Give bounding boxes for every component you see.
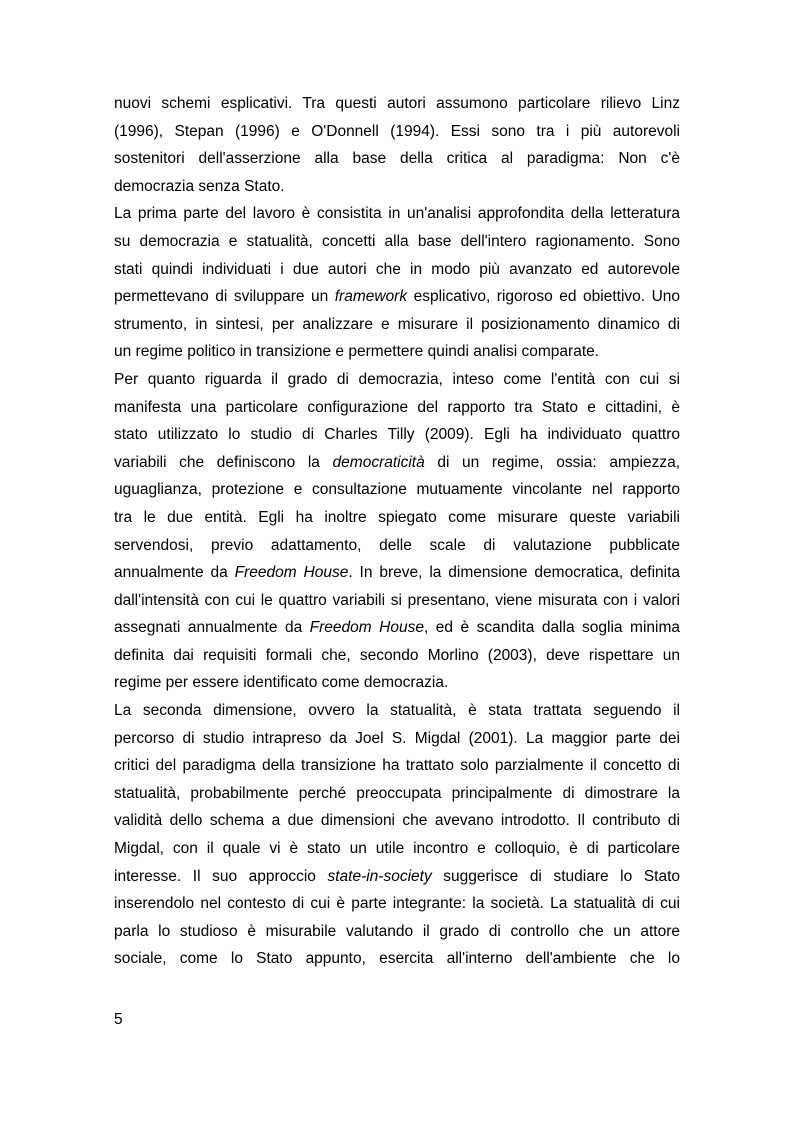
text-segment: democrazia senza Stato. [114, 177, 285, 195]
text-line [114, 863, 680, 891]
text-line [114, 918, 680, 946]
text-line [114, 780, 680, 808]
text-segment: interesse. Il suo approccio [114, 867, 328, 885]
text-segment: Migdal, con il quale vi è stato un utile incontro e colloquio, è di particolare [114, 840, 680, 858]
page-number: 5 [114, 1011, 123, 1028]
text-segment: La prima parte del lavoro è consistita in un'analisi approfondita della letteratura [114, 205, 680, 223]
text-line [114, 725, 680, 753]
text-segment: . In breve, la dimensione democratica, definita [348, 564, 681, 582]
text-line [114, 890, 680, 918]
text-segment: uguaglianza, protezione e consultazione mutuamente vincolante nel rapporto [114, 481, 680, 499]
text-segment: su democrazia e statualità, concetti alla base dell'intero ragionamento. Sono [114, 232, 680, 250]
text-line [114, 283, 680, 311]
text-segment: tra le due entità. Egli ha inoltre spiegato come misurare queste variabili [114, 508, 680, 526]
text-line [114, 228, 680, 256]
text-segment: di un regime, ossia: ampiezza, [424, 453, 681, 471]
text-segment: validità dello schema a due dimensioni che avevano introdotto. Il contributo di [114, 812, 680, 830]
text-segment: un regime politico in transizione e permettere quindi analisi comparate. [114, 343, 600, 361]
text-segment: nuovi schemi esplicativi. Tra questi autori assumono particolare rilievo Linz [114, 95, 680, 112]
text-segment: stati quindi individuati i due autori che in modo più avanzato ed autorevole [114, 260, 680, 278]
text-segment: manifesta una particolare configurazione del rapporto tra Stato e cittadini, è [114, 398, 680, 416]
text-line [114, 752, 680, 780]
text-line [114, 366, 680, 394]
text-segment: strumento, in sintesi, per analizzare e misurare il posizionamento dinamico di [114, 315, 680, 333]
text-line [114, 394, 680, 422]
text-line [114, 311, 680, 339]
text-line [114, 614, 680, 642]
text-segment: critici del paradigma della transizione ha trattato solo parzialmente il concetto di [114, 757, 680, 775]
text-segment: inserendolo nel contesto di cui è parte integrante: la società. La statualità di cui [114, 895, 680, 913]
text-line [114, 449, 680, 477]
document-body [114, 90, 680, 973]
text-line [114, 118, 680, 146]
text-segment: sostenitori dell'asserzione alla base della critica al paradigma: Non c'è [114, 150, 680, 168]
text-segment: dall'intensità con cui le quattro variabili si presentano, viene misurata con i valori [114, 591, 680, 609]
text-segment: assegnati annualmente da [114, 619, 310, 637]
text-line [114, 90, 680, 118]
text-line [114, 173, 680, 201]
text-line [114, 642, 680, 670]
text-line [114, 835, 680, 863]
text-segment: annualmente da [114, 564, 235, 582]
text-segment: regime per essere identificato come democrazia. [114, 674, 449, 692]
text-line [114, 256, 680, 284]
text-line [114, 145, 680, 173]
text-segment: Per quanto riguarda il grado di democrazia, inteso come l'entità con cui si [114, 370, 680, 388]
text-line [114, 532, 680, 560]
text-segment: permettevano di sviluppare un [114, 288, 335, 306]
text-line [114, 504, 680, 532]
text-segment: percorso di studio intrapreso da Joel S. Migdal (2001). La maggior parte dei [114, 729, 680, 747]
text-line [114, 669, 680, 697]
italic-term: democraticità [332, 453, 425, 471]
text-segment: (1996), Stepan (1996) e O'Donnell (1994). Essi sono tra i più autorevoli [114, 122, 680, 140]
italic-term: state-in-society [327, 867, 432, 885]
text-segment: La seconda dimensione, ovvero la statualità, è stata trattata seguendo il [114, 702, 680, 720]
text-segment: statualità, probabilmente perché preoccupata principalmente di dimostrare la [114, 784, 680, 802]
text-segment: definita dai requisiti formali che, secondo Morlino (2003), deve rispettare un [114, 646, 680, 664]
text-line [114, 559, 680, 587]
text-line [114, 945, 680, 973]
text-segment: suggerisce di studiare lo Stato [431, 867, 681, 885]
italic-term: Freedom House [309, 619, 424, 637]
text-segment: sociale, come lo Stato appunto, esercita all'interno dell'ambiente che lo [114, 950, 680, 968]
italic-term: Freedom House [234, 564, 349, 582]
text-segment: stato utilizzato lo studio di Charles Tilly (2009). Egli ha individuato quattro [114, 426, 680, 444]
text-line [114, 200, 680, 228]
text-line [114, 421, 680, 449]
text-line [114, 807, 680, 835]
text-line [114, 587, 680, 615]
text-line [114, 476, 680, 504]
text-segment: esplicativo, rigoroso ed obiettivo. Uno [407, 288, 680, 306]
text-line [114, 338, 680, 366]
text-line [114, 697, 680, 725]
text-segment: parla lo studioso è misurabile valutando il grado di controllo che un attore [114, 922, 680, 940]
text-segment: servendosi, previo adattamento, delle scale di valutazione pubblicate [114, 536, 680, 554]
text-segment: variabili che definiscono la [114, 453, 333, 471]
italic-term: framework [334, 288, 408, 306]
text-segment: , ed è scandita dalla soglia minima [423, 619, 680, 637]
